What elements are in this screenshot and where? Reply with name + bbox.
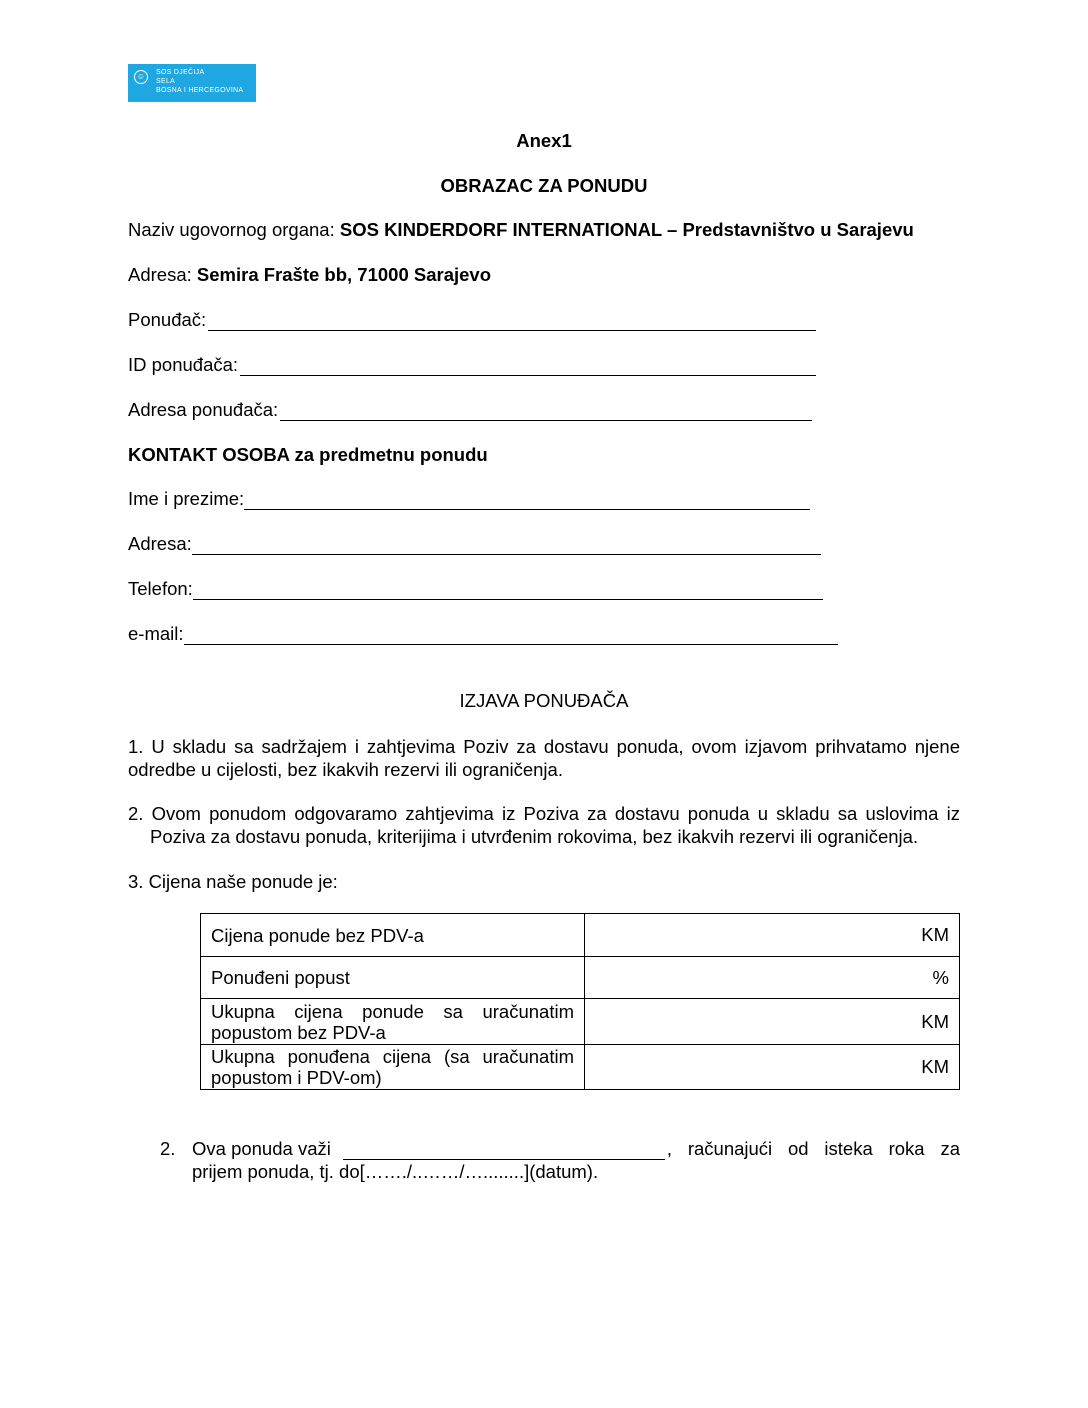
- total-with-vat-unit: KM: [921, 1056, 949, 1077]
- authority-row: [128, 219, 914, 241]
- total-with-vat-value-cell[interactable]: [585, 1045, 960, 1090]
- statement-title: IZJAVA PONUĐAČA: [459, 690, 629, 711]
- price-value-cell[interactable]: [585, 914, 960, 957]
- contact-name-label: Ime i prezime:: [128, 488, 245, 509]
- contact-email-field[interactable]: [128, 623, 838, 645]
- contact-address-field[interactable]: [128, 533, 821, 555]
- statement-1: 1. U skladu sa sadržajem i zahtjevima Poziv za dostavu ponuda, ovom izjavom prihvatamo njene odredbe u cijelosti, bez ikakvih rezervi ili ograničenja.: [128, 736, 960, 780]
- table-row: [201, 957, 960, 999]
- authority-label: Naziv ugovornog organa:: [128, 219, 340, 240]
- annex-label: Anex1: [516, 130, 572, 151]
- logo-line-1: SOS DJEČIJA: [156, 69, 205, 76]
- contact-phone-label: Telefon:: [128, 578, 193, 599]
- total-no-vat-label: Ukupna cijena ponude sa uračunatim popustom bez PDV-a: [201, 999, 585, 1045]
- table-row: [201, 1045, 960, 1090]
- price-unit: KM: [921, 924, 949, 945]
- validity-line-2: prijem ponuda, tj. do[……./..……/…........](datum).: [192, 1161, 599, 1182]
- table-row: [201, 999, 960, 1045]
- bidder-address-field[interactable]: [128, 399, 812, 421]
- contact-heading: KONTAKT OSOBA za predmetnu ponudu: [128, 444, 488, 465]
- discount-unit: %: [932, 966, 949, 988]
- bidder-field[interactable]: [128, 309, 816, 331]
- bidder-id-input-line[interactable]: [240, 357, 816, 376]
- total-no-vat-unit: KM: [921, 1010, 949, 1032]
- sos-logo: [128, 64, 256, 102]
- validity-number: 2.: [160, 1138, 176, 1159]
- contact-email-input-line[interactable]: [184, 626, 838, 645]
- statement-3: 3. Cijena naše ponude je:: [128, 871, 338, 892]
- price-label: Cijena ponude bez PDV-a: [201, 914, 585, 957]
- validity-before: Ova ponuda važi: [192, 1138, 331, 1159]
- validity-after: , računajući od isteka roka za: [666, 1138, 960, 1159]
- statement-2-line-2: Poziva za dostavu ponuda, kriterijima i utvrđenim rokovima, bez ikakvih rezervi ili ograničenja.: [150, 826, 919, 847]
- contact-phone-field[interactable]: [128, 578, 823, 600]
- total-no-vat-value-cell[interactable]: [585, 999, 960, 1045]
- validity-period-input-line[interactable]: [343, 1141, 665, 1160]
- contact-address-label: Adresa:: [128, 533, 192, 554]
- sos-logo-icon: ☺: [134, 70, 148, 84]
- contact-email-label: e-mail:: [128, 623, 184, 644]
- table-row: [201, 914, 960, 957]
- bidder-id-label: ID ponuđača:: [128, 354, 239, 375]
- contact-phone-input-line[interactable]: [193, 581, 823, 600]
- bidder-address-input-line[interactable]: [280, 402, 812, 421]
- bidder-input-line[interactable]: [208, 312, 816, 331]
- form-title: OBRAZAC ZA PONUDU: [440, 175, 648, 196]
- statement-2-line-1: 2. Ovom ponudom odgovaramo zahtjevima iz Poziva za dostavu ponuda u skladu sa uslovima iz: [128, 803, 960, 824]
- logo-line-2: SELA: [156, 78, 176, 85]
- bidder-label: Ponuđač:: [128, 309, 207, 330]
- total-with-vat-label: Ukupna ponuđena cijena (sa uračunatim popustom i PDV-om): [201, 1045, 585, 1090]
- validity-line-1: [192, 1138, 960, 1160]
- contact-name-field[interactable]: [128, 488, 810, 510]
- contact-address-input-line[interactable]: [192, 536, 821, 555]
- address-row: [128, 264, 491, 286]
- bidder-address-label: Adresa ponuđača:: [128, 399, 279, 420]
- logo-line-3: BOSNA I HERCEGOVINA: [156, 87, 244, 94]
- price-table: [200, 913, 960, 1090]
- discount-value-cell[interactable]: [585, 957, 960, 999]
- contact-name-input-line[interactable]: [244, 491, 810, 510]
- authority-value: SOS KINDERDORF INTERNATIONAL – Predstavništvo u Sarajevu: [339, 219, 914, 240]
- discount-label: Ponuđeni popust: [201, 957, 585, 999]
- bidder-id-field[interactable]: [128, 354, 816, 376]
- address-label: Adresa:: [128, 264, 197, 285]
- address-value: Semira Frašte bb, 71000 Sarajevo: [196, 264, 492, 285]
